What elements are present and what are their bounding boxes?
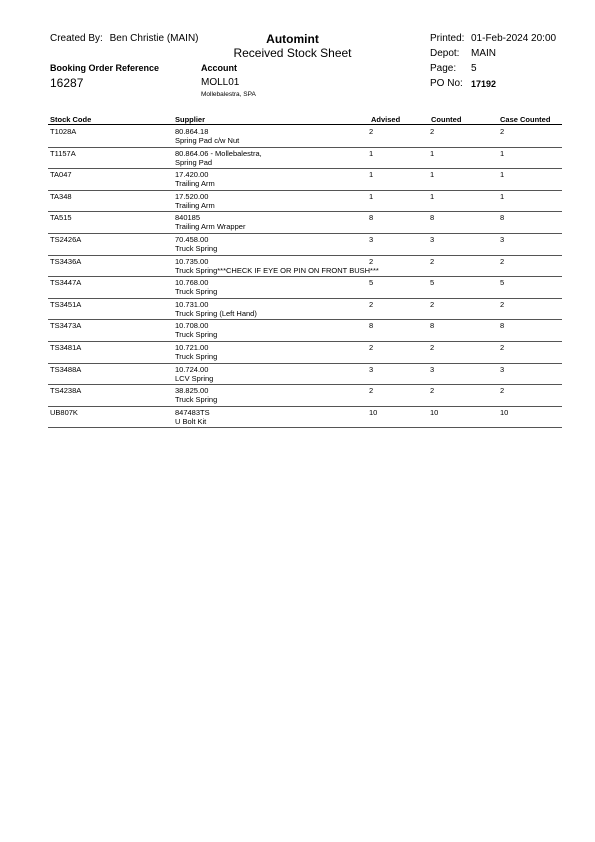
col-stock-code: Stock Code	[50, 115, 92, 124]
case-counted-cell: 3	[500, 235, 505, 244]
description-cell: Truck Spring	[175, 395, 218, 405]
counted-cell: 2	[430, 343, 435, 352]
counted-cell: 2	[430, 299, 435, 309]
row-divider	[48, 427, 562, 428]
po-number: 17192	[471, 79, 497, 89]
table-header-rule	[48, 124, 562, 125]
booking-ref-label: Booking Order Reference	[50, 63, 160, 73]
supplier-cell: 17.520.00	[175, 191, 209, 201]
description-cell: Trailing Arm	[175, 200, 215, 210]
row-divider	[48, 363, 562, 364]
advised-cell: 8	[369, 213, 374, 223]
counted-cell: 1	[430, 191, 435, 201]
supplier-cell: 80.864.06 - Mollebalestra,	[175, 148, 262, 158]
row-divider	[48, 341, 562, 342]
counted-cell: 2	[430, 256, 435, 266]
advised-cell: 1	[369, 148, 374, 158]
description-cell: Truck Spring	[175, 352, 218, 361]
description-cell: Truck Spring	[175, 330, 218, 340]
row-divider	[48, 211, 562, 212]
description-cell: Spring Pad c/w Nut	[175, 136, 240, 145]
case-counted-cell: 2	[500, 386, 505, 396]
description-cell: Truck Spring***CHECK IF EYE OR PIN ON FRONT BUSH***	[175, 265, 379, 275]
counted-cell: 2	[430, 386, 435, 396]
case-counted-cell: 3	[500, 364, 505, 374]
supplier-cell: 10.724.00	[175, 364, 209, 374]
row-divider	[48, 190, 562, 191]
supplier-cell: 10.731.00	[175, 299, 209, 309]
row-divider	[48, 276, 562, 277]
stock-code-cell: TS3447A	[50, 278, 82, 288]
description-cell: Trailing Arm Wrapper	[175, 222, 246, 232]
row-divider	[48, 168, 562, 169]
advised-cell: 8	[369, 321, 374, 331]
page-label: Page:	[430, 63, 457, 74]
case-counted-cell: 1	[500, 148, 505, 158]
row-divider	[48, 406, 562, 407]
case-counted-cell: 1	[500, 170, 505, 180]
case-counted-cell: 8	[500, 213, 505, 223]
col-advised: Advised	[371, 115, 401, 124]
advised-cell: 2	[369, 343, 374, 352]
printed-value: 01-Feb-2024 20:00	[471, 33, 557, 44]
advised-cell: 2	[369, 256, 374, 266]
case-counted-cell: 5	[500, 278, 505, 288]
supplier-cell: 38.825.00	[175, 386, 209, 396]
supplier-cell: 70.458.00	[175, 235, 209, 244]
stock-code-cell: TS4238A	[50, 386, 82, 396]
created-by-value: Ben Christie (MAIN)	[109, 33, 199, 44]
description-cell: Truck Spring (Left Hand)	[175, 308, 257, 318]
supplier-cell: 10.768.00	[175, 278, 209, 288]
advised-cell: 3	[369, 235, 374, 244]
row-divider	[48, 298, 562, 299]
case-counted-cell: 2	[500, 299, 505, 309]
description-cell: Spring Pad	[175, 157, 213, 167]
stock-code-cell: TS3488A	[50, 364, 82, 374]
stock-code-cell: TS3473A	[50, 321, 82, 331]
supplier-cell: 80.864.18	[175, 127, 209, 136]
supplier-cell: 10.721.00	[175, 343, 209, 352]
stock-code-cell: TS2426A	[50, 235, 82, 244]
col-counted: Counted	[431, 115, 462, 124]
counted-cell: 3	[430, 364, 435, 374]
supplier-cell: 17.420.00	[175, 170, 209, 180]
row-divider	[48, 255, 562, 256]
col-case-counted: Case Counted	[500, 115, 551, 124]
description-cell: Truck Spring	[175, 287, 218, 297]
case-counted-cell: 8	[500, 321, 505, 331]
stock-code-cell: TA047	[50, 170, 72, 180]
counted-cell: 5	[430, 278, 435, 288]
row-divider	[48, 319, 562, 320]
supplier-cell: 10.708.00	[175, 321, 209, 331]
depot-label: Depot:	[430, 48, 460, 59]
advised-cell: 3	[369, 364, 374, 374]
stock-code-cell: T1028A	[50, 127, 77, 136]
description-cell: LCV Spring	[175, 373, 214, 383]
account-name: Mollebalestra, SPA	[201, 91, 256, 98]
company-name: Automint	[266, 32, 319, 46]
counted-cell: 8	[430, 321, 435, 331]
advised-cell: 2	[369, 386, 374, 396]
account-label: Account	[201, 63, 237, 73]
case-counted-cell: 2	[500, 343, 505, 352]
counted-cell: 2	[430, 127, 435, 136]
report-title: Received Stock Sheet	[233, 46, 352, 60]
booking-ref-value: 16287	[50, 76, 84, 90]
counted-cell: 1	[430, 170, 435, 180]
depot-value: MAIN	[471, 48, 496, 59]
printed-label: Printed:	[430, 33, 465, 44]
advised-cell: 2	[369, 127, 374, 136]
created-by-label: Created By:	[50, 33, 103, 44]
stock-code-cell: TS3481A	[50, 343, 82, 352]
row-divider	[48, 233, 562, 234]
stock-code-cell: TA348	[50, 191, 72, 201]
po-label: PO No:	[430, 78, 463, 89]
supplier-cell: 847483TS	[175, 407, 210, 417]
supplier-cell: 10.735.00	[175, 256, 209, 266]
advised-cell: 10	[369, 407, 378, 417]
col-supplier: Supplier	[175, 115, 206, 124]
stock-code-cell: TA515	[50, 213, 72, 223]
stock-code-cell: TS3451A	[50, 299, 82, 309]
advised-cell: 5	[369, 278, 374, 288]
description-cell: Truck Spring	[175, 244, 218, 253]
stock-code-cell: T1157A	[50, 148, 76, 158]
description-cell: U Bolt Kit	[175, 416, 207, 426]
stock-code-cell: UB807K	[50, 407, 78, 417]
advised-cell: 1	[369, 170, 374, 180]
case-counted-cell: 10	[500, 407, 509, 417]
case-counted-cell: 2	[500, 256, 505, 266]
account-code: MOLL01	[201, 77, 240, 88]
counted-cell: 10	[430, 407, 439, 417]
row-divider	[48, 384, 562, 385]
advised-cell: 2	[369, 299, 374, 309]
page-number: 5	[471, 63, 477, 74]
counted-cell: 3	[430, 235, 435, 244]
row-divider	[48, 147, 562, 148]
case-counted-cell: 1	[500, 191, 505, 201]
supplier-cell: 840185	[175, 213, 201, 223]
advised-cell: 1	[369, 191, 374, 201]
stock-code-cell: TS3436A	[50, 256, 82, 266]
counted-cell: 8	[430, 213, 435, 223]
counted-cell: 1	[430, 148, 435, 158]
description-cell: Trailing Arm	[175, 179, 215, 189]
case-counted-cell: 2	[500, 127, 505, 136]
